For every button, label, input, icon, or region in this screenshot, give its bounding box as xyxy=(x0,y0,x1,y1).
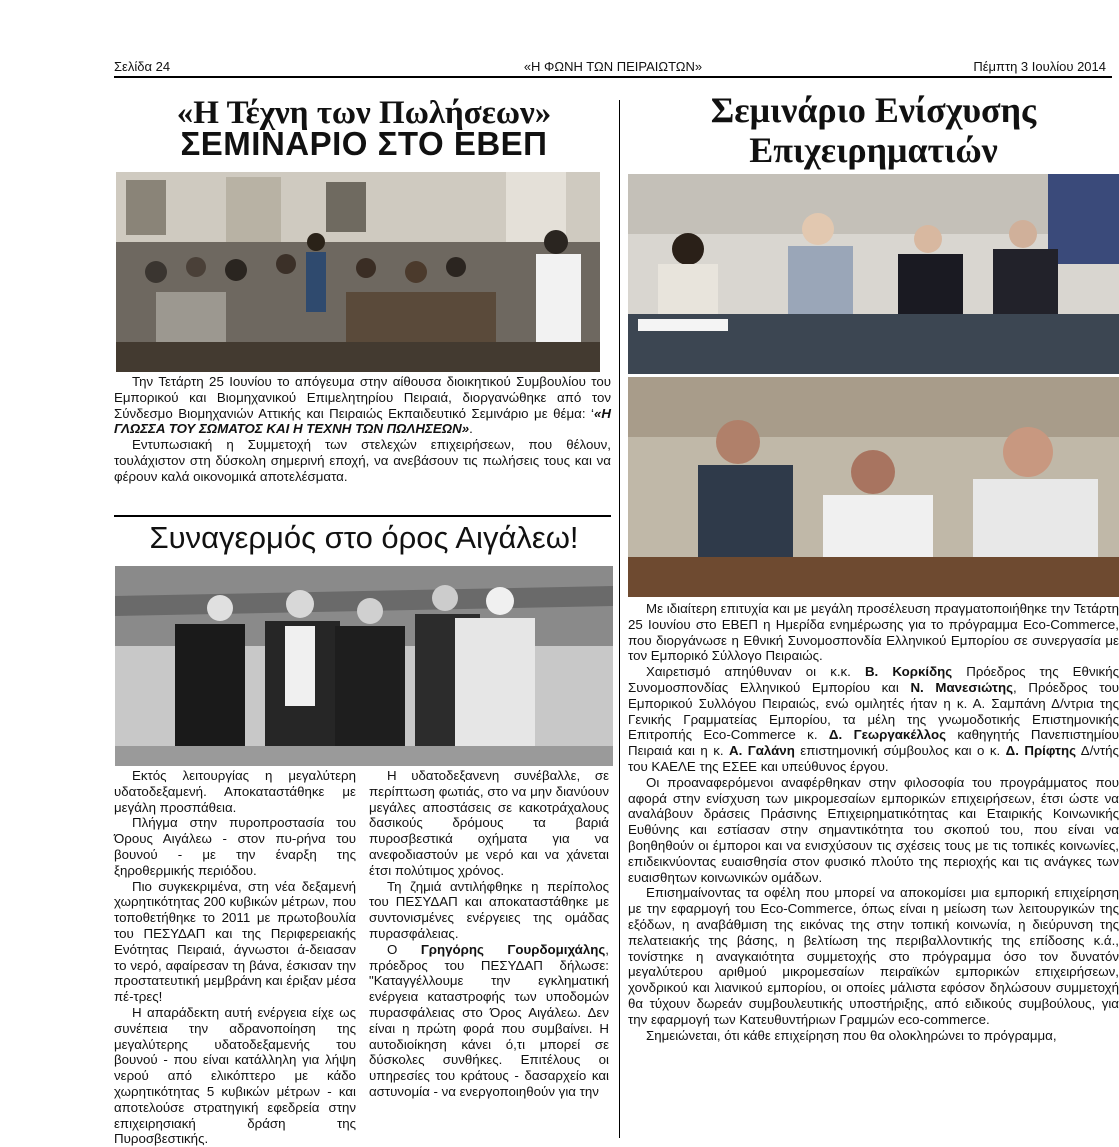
article3-body xyxy=(628,601,1119,1043)
article2-paragraph: Πιο συγκεκριμένα, στη νέα δεξαμενή χωρητικότητας 200 κυβικών μέτρων, που τοποθετήθηκε το 2011 με πρωτοβουλία του ΠΕΣΥΔΑΠ και της Περιφερειακής Ενότητας Πειραιά, άγνωστοι ά-δειασαν το νερό, αφαίρεσαν τη βάνα, έσκισαν την προστατευτική μεμβράνη και έριξαν μέσα πέ-τρες! xyxy=(114,878,356,1005)
newspaper-name: «Η ΦΩΝΗ ΤΩΝ ΠΕΙΡΑΙΩΤΩΝ» xyxy=(523,59,703,74)
person-name: Α. Γαλάνη xyxy=(729,743,795,759)
article-divider xyxy=(114,515,611,517)
person-name: Δ. Πρίφτης xyxy=(1005,743,1076,759)
article3-headline-line2: Επιχειρηματιών xyxy=(749,130,998,170)
article2-paragraph: Η απαράδεκτη αυτή ενέργεια είχε ως συνέπεια την αδρανοποίηση της μεγαλύτερης υδατοδεξαμενής του βουνού - που είναι κατάλληλη για λήψη νερού από ελικόπτερο με κάδο χωρητικότητας 5 κυβικών μέτρων - και αποτελούσε στρατηγική εφεδρεία στην επιχειρησιακή δράση της Πυροσβεστικής. xyxy=(114,1004,356,1147)
article2-paragraph: Ο Γρηγόρης Γουρδομιχάλης, πρόεδρος του ΠΕΣΥΔΑΠ δήλωσε: "Καταγγέλλουμε την εγκληματική ενέργεια καταστροφής των υποδομών πυρασφάλειας στο Όρος Αιγάλεω. Δεν είναι η πρώτη φορά που συμβαίνει. Η αυτοδιοίκηση κάνει ό,τι μπορεί σε δύσκολες συνθήκες. Επιτέλους οι υπηρεσίες του κράτους - δασαρχείο και αστυνομία - να ενεργοποιηθούν για την xyxy=(369,941,609,1099)
article3-paragraph: Χαιρετισμό απηύθυναν οι κ.κ. Β. Κορκίδης Πρόεδρος της Εθνικής Συνομοσπονδίας Ελληνικού Εμπορίου και Ν. Μανεσιώτης, Πρόεδρος του Εμπορικού Συλλόγου Πειραιώς, ενώ ομιλητές ήταν η κ. Α. Σαμπάνη Δ/ντρια της Γενικής Γραμματείας Εμπορίου, τα μέλη της γνωμοδοτικής Επιστημονικής Επιτροπής Eco-Commerce κ. Δ. Γεωργακέλλος καθηγητής Πανεπιστημίου Πειραιά και η κ. Α. Γαλάνη επιστημονική σύμβουλος και ο κ. Δ. Πρίφτης Δ/ντής του ΚΑΕΛΕ της ΕΣΕΕ και υπεύθυνος έργου. xyxy=(628,664,1119,774)
person-name: Ν. Μανεσιώτης xyxy=(910,679,1013,695)
article1-body xyxy=(114,374,611,485)
person-name: Δ. Γεωργακέλλος xyxy=(828,727,946,743)
person-name: Β. Κορκίδης xyxy=(864,664,953,680)
page-header xyxy=(114,58,1112,78)
article2-paragraph: Η υδατοδεξανενη συνέβαλλε, σε περίπτωση φωτιάς, στο να μην διανύουν μεγάλες αποστάσεις σε κακοτράχαλους δασικούς δρόμους τα βαριά πυροσβεστικά οχήματα για να ανεφοδιαστούν με νερό και να χάνεται έτσι πολύτιμος χρόνος. xyxy=(369,768,609,878)
article2-column2 xyxy=(369,768,609,1100)
panel-speakers-photo xyxy=(628,174,1119,374)
article2-paragraph: Τη ζημιά αντιλήφθηκε η περίπολος του ΠΕΣΥΔΑΠ και αποκαταστάθηκε με συντονισμένες ενέργειες της ομάδας πυρασφάλειας. xyxy=(369,878,609,941)
attendees-photo xyxy=(628,377,1119,597)
article2-paragraph: Πλήγμα στην πυροπροστασία του Όρους Αιγάλεω - στον πυ-ρήνα του βουνού - με την έναρξη της ξηροθερμικής περιόδου. xyxy=(114,815,356,878)
article3-paragraph: Σημειώνεται, ότι κάθε επιχείρηση που θα ολοκληρώνει το πρόγραμμα, xyxy=(646,1027,1057,1043)
page-number: Σελίδα 24 xyxy=(114,59,171,74)
article1-paragraph: Εντυπωσιακή η Συμμετοχή των στελεχών επιχειρήσεων, που θέλουν, τουλάχιστον στη δύσκολη σημερινή εποχή, να ανεβάσουν τις πωλήσεις τους και να φέρουν καλά οικονομικά αποτελέσματα. xyxy=(114,437,611,484)
person-name: Γρηγόρης Γουρδομιχάλης xyxy=(420,941,606,957)
article2-headline: Συναγερμός στο όρος Αιγάλεω! xyxy=(149,520,579,555)
seminar-audience-photo xyxy=(116,172,600,372)
article1-paragraph: Την Τετάρτη 25 Ιουνίου το απόγευμα στην αίθουσα διοικητικού Συμβουλίου του Εμπορικού και Βιομηχανικού Επιμελητηρίου Πειραιά, διοργανώθηκε από τον Σύνδεσμο Βιομηχανιών Αττικής και Πειραιώς Εκπαιδευτικό Σεμινάριο με θέμα: ‘«Η ΓΛΩΣΣΑ ΤΟΥ ΣΩΜΑΤΟΣ ΚΑΙ Η ΤΕΧΝΗ ΤΩΝ ΠΩΛΗΣΕΩΝ». xyxy=(114,374,611,437)
article2-paragraph: Εκτός λειτουργίας η μεγαλύτερη υδατοδεξαμενή. Αποκαταστάθηκε με μεγάλη προσπάθεια. xyxy=(114,768,356,815)
issue-date: Πέμπτη 3 Ιουλίου 2014 xyxy=(973,59,1106,74)
article3-paragraph: Επισημαίνοντας τα οφέλη που μπορεί να αποκομίσει μια εμπορική επιχείρηση με την εφαρμογή του Eco-Commerce, όπως είναι η μείωση των λειτουργικών της εξόδων, η αναβάθμιση της εικόνας της στην τοπική κοινωνία, η διεύρυνση της πελατειακής της βάσης, η βελτίωση της περιβαλλοντικής της επίδοσης κ.ά., τονίστηκε η αναγκαιότητα συμμετοχής στο πρόγραμμα όσο τον δυνατόν μεγαλύτερου αριθμού μικρομεσαίων πειραϊκών εμπορικών επιχειρήσεων, χονδρικού και λιανικού εμπορίου, οι οποίες μάλιστα εφόσον δηλώσουν συμμετοχή θα τύχουν δωρεάν συμβουλευτικής υποστήριξης, από ειδικούς συμβούλους, για την εφαρμογή των Κατευθυντήριων Γραμμών eco-commerce. xyxy=(628,885,1119,1027)
officials-on-mountain-photo xyxy=(115,566,613,766)
article2-column1 xyxy=(114,768,356,1147)
seminar-topic: «Η ΓΛΩΣΣΑ ΤΟΥ ΣΩΜΑΤΟΣ ΚΑΙ Η ΤΕΧΝΗ ΤΩΝ ΠΩΛΗΣΕΩΝ» xyxy=(114,405,611,437)
article1-subheadline: ΣΕΜΙΝΑΡΙΟ ΣΤΟ ΕΒΕΠ xyxy=(180,125,548,162)
article3-paragraph: Οι προαναφερόμενοι αναφέρθηκαν στην φιλοσοφία του προγράμματος που αφορά στην ενίσχυση των μικρομεσαίων εμπορικών επιχειρήσεων, έτσι ώστε να αναλάβουν δράσεις Πράσινης Επιχειρηματικότητας και Εταιρικής Κοινωνικής Ευθύνης και εστίασαν στην σημαντικότητα του σκοπού του, που είναι να βοηθηθούν οι έμποροι και να ενισχύσουν τις σχέσεις τους με τις τοπικές κοινωνίες, επιδεικνύοντας ευαισθησία στον φυσικό πλούτο της περιοχής και τις ανάγκες των ευαισθητων κοινωνικών ομάδων. xyxy=(628,774,1119,885)
article3-headline: Σεμινάριο Ενίσχυσης xyxy=(710,90,1037,130)
article3-paragraph: Με ιδιαίτερη επιτυχία και με μεγάλη προσέλευση πραγματοποιήθηκε την Τετάρτη 25 Ιουνίου στο ΕΒΕΠ η Ημερίδα ενημέρωσης για το πρόγραμμα Eco-Commerce, που διοργάνωσε η Εθνική Συνομοσπονδία Ελληνικού Εμπορίου σε συνεργασία με τον Εμπορικό Σύλλογο Πειραιώς. xyxy=(628,601,1119,664)
article1-headline: «Η Τέχνη των Πωλήσεων» xyxy=(176,95,552,131)
column-divider xyxy=(619,100,620,1138)
